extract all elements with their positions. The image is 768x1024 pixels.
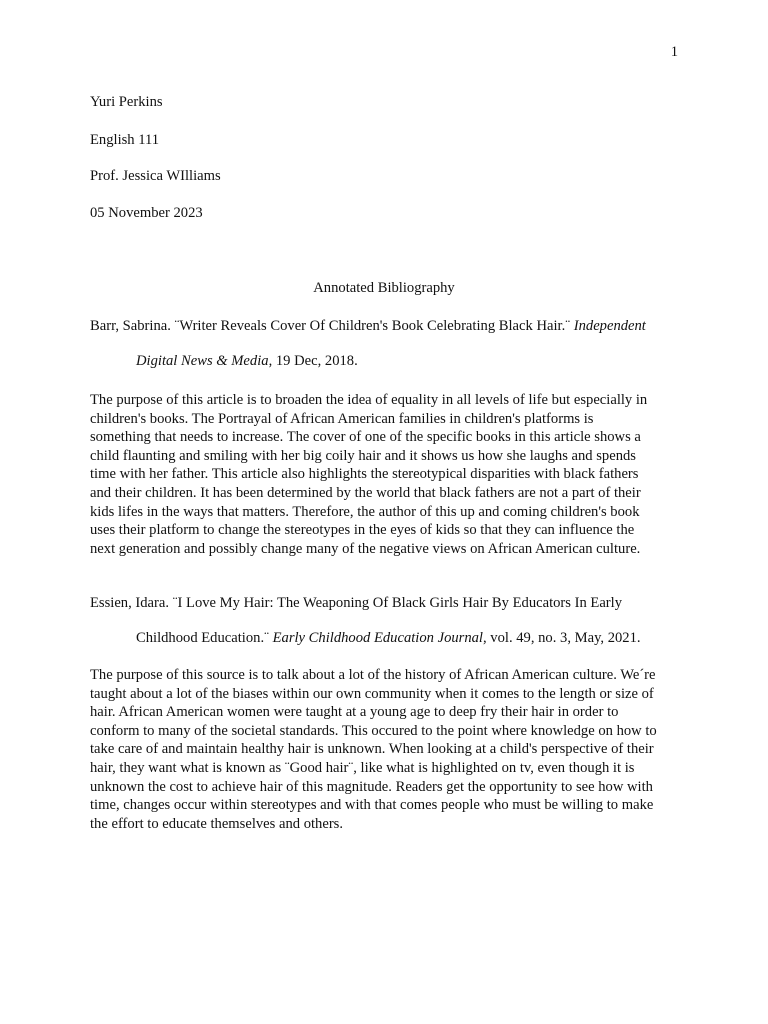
citation-text: Essien, Idara. ¨I Love My Hair: The Weaponing Of Black Girls Hair By Educators In Early xyxy=(90,595,623,611)
citation-line-indented xyxy=(90,630,690,647)
citation-text: Childhood Education.¨ xyxy=(136,630,273,646)
citation-details: , 19 Dec, 2018. xyxy=(268,353,358,369)
annotation-line: taught about a lot of the biases within our own community when it comes to the length or size of xyxy=(90,685,654,702)
annotation-paragraph xyxy=(90,391,690,558)
citation-details: , vol. 49, no. 3, May, 2021. xyxy=(483,630,641,646)
annotation-line: next generation and possibly change many of the negative views on African American culture. xyxy=(90,540,641,557)
citation-publication: Early Childhood Education Journal xyxy=(272,630,483,646)
annotation-line: hair, they want what is known as ¨Good hair¨, like what is highlighted on tv, even though it is xyxy=(90,759,635,776)
citation-publication: Digital News & Media xyxy=(136,353,269,369)
annotation-line: conform to many of the societal standards. This occured to the point where knowledge on how to xyxy=(90,722,657,739)
citation-line xyxy=(90,318,690,335)
document-title: Annotated Bibliography xyxy=(313,280,455,296)
annotation-line: hair. African American women were taught at a young age to deep fry their hair in order to xyxy=(90,704,619,721)
citation-entry xyxy=(90,595,690,647)
citation-text: Barr, Sabrina. ¨Writer Reveals Cover Of Children's Book Celebrating Black Hair.¨ xyxy=(90,318,574,334)
page-number: 1 xyxy=(670,44,678,60)
annotation-line: the effort to educate themselves and others. xyxy=(90,815,344,832)
author-name: Yuri Perkins xyxy=(90,94,163,110)
annotation-line: time with her father. This article also highlights the stereotypical disparities with black fathers xyxy=(90,466,639,483)
annotation-line: kids lifes in the ways that matters. Therefore, the author of this up and coming children's book xyxy=(90,503,640,520)
document-date: 05 November 2023 xyxy=(90,205,203,221)
annotation-line: time, changes occur within stereotypes and with that comes people who must be willing to make xyxy=(90,797,654,814)
annotation-line: child flaunting and smiling with her big coily hair and it shows us how she laughs and spends xyxy=(90,447,636,464)
annotation-paragraph xyxy=(90,666,690,833)
citation-entry xyxy=(90,318,690,370)
annotation-line: The purpose of this source is to talk about a lot of the history of African American culture. We´re xyxy=(90,667,656,683)
professor-name: Prof. Jessica WIlliams xyxy=(90,168,221,184)
annotation-line: The purpose of this article is to broaden the idea of equality in all levels of life but especially in xyxy=(90,392,648,408)
citation-publication: Independent xyxy=(573,318,646,334)
annotation-line: children's books. The Portrayal of African American families in children's platforms is xyxy=(90,410,594,427)
annotation-line: something that needs to increase. The cover of one of the specific books in this article shows a xyxy=(90,429,641,446)
annotation-line: uses their platform to change the stereotypes in the eyes of kids so that they can influence the xyxy=(90,522,635,539)
course-name: English 111 xyxy=(90,132,160,148)
annotation-line: unknown the cost to achieve hair of this magnitude. Readers get the opportunity to see how with xyxy=(90,778,653,795)
annotation-line: take care of and maintain healthy hair is unknown. When looking at a child's perspective of their xyxy=(90,741,654,758)
annotation-line: and their children. It has been determined by the world that black fathers are not a part of their xyxy=(90,484,641,501)
citation-line xyxy=(90,595,690,612)
citation-line-indented xyxy=(90,353,690,370)
